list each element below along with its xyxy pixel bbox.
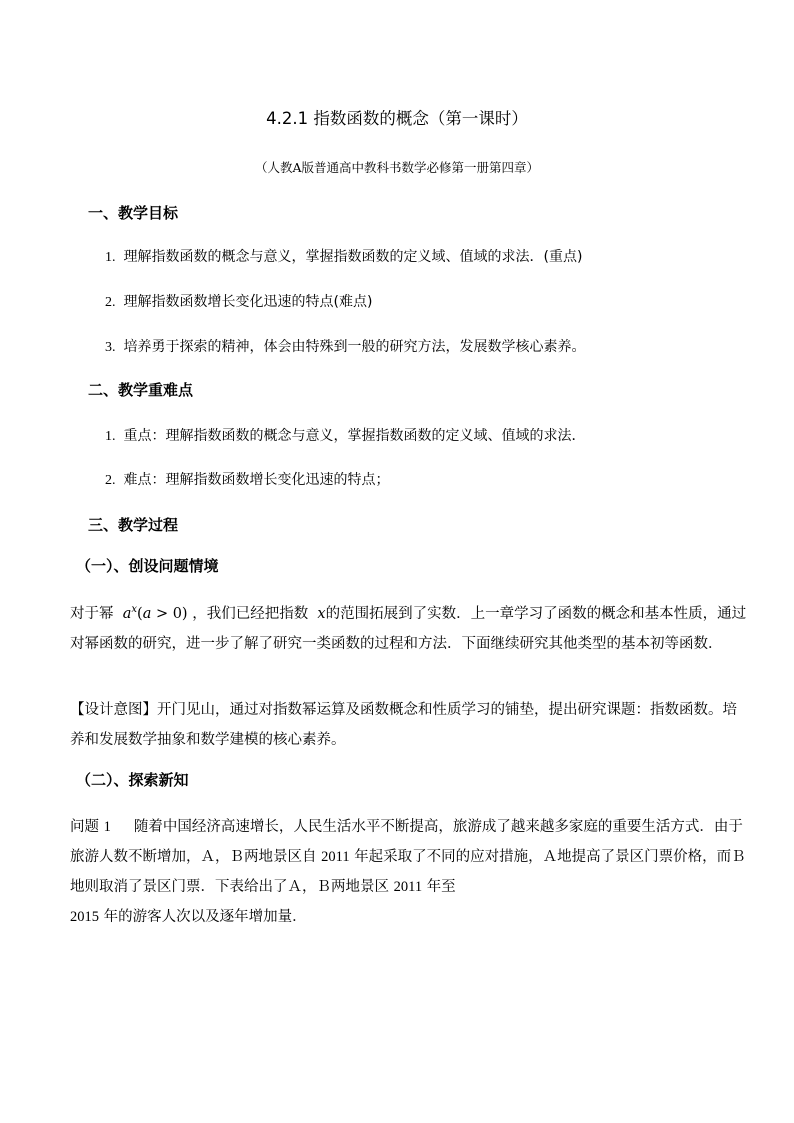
page-subtitle: （人教A版普通高中教科书数学必修第一册第四章） — [254, 160, 540, 175]
section-heading-process: 三、教学过程 — [88, 516, 179, 534]
section-heading-objectives: 一、教学目标 — [88, 204, 179, 222]
subsection-heading-scenario: （一）、创设问题情境 — [76, 557, 219, 575]
item-text: 难点：理解指数函数增长变化迅速的特点； — [123, 472, 390, 488]
item-number: 3. — [105, 340, 116, 355]
item-text: 理解指数函数的概念与意义，掌握指数函数的定义域、值域的求法．(重点) — [123, 249, 583, 265]
problem-paragraph: 问题 1 随着中国经济高速增长，人民生活水平不断提高，旅游成了越来越多家庭的重要生活方式．由于旅游人数不断增加，Ａ，Ｂ两地景区自 2011 年起采取了不同的应对措施，Ａ地提高了景区门票价格，而Ｂ地则取消了景区门票．下表给出了Ａ，Ｂ两地景区 2011 年至 2015 年的游客人次以及逐年增加量． — [70, 819, 746, 925]
design-intent-paragraph: 【设计意图】开门见山，通过对指数幂运算及函数概念和性质学习的铺垫，提出研究课题：指数函数。培养和发展数学抽象和数学建模的核心素养。 — [70, 702, 737, 748]
item-text: 培养勇于探索的精神，体会由特殊到一般的研究方法，发展数学核心素养。 — [123, 339, 586, 355]
item-number: 2. — [105, 473, 116, 488]
section-heading-key-points: 二、教学重难点 — [88, 381, 194, 399]
objective-item — [105, 291, 372, 311]
objective-item — [105, 246, 582, 266]
item-text: 理解指数函数增长变化迅速的特点(难点) — [123, 294, 373, 310]
key-point-item — [105, 425, 586, 445]
subsection-heading-explore: （二）、探索新知 — [76, 771, 189, 789]
page-title: 4.2.1 指数函数的概念（第一课时） — [266, 109, 528, 128]
item-number: 1. — [105, 429, 116, 444]
item-number: 1. — [105, 250, 116, 265]
intro-paragraph: 对于幂 $a^x(a > 0)$ ，我们已经把指数 x的范围拓展到了实数．上一章学习了函数的概念和基本性质，通过对幂函数的研究，进一步了解了研究一类函数的过程和方法．下面继续研究其他类型的基本初等函数． — [70, 604, 747, 652]
key-point-item — [105, 469, 390, 489]
objective-item — [105, 336, 586, 356]
item-text: 重点：理解指数函数的概念与意义，掌握指数函数的定义域、值域的求法． — [123, 428, 586, 444]
item-number: 2. — [105, 295, 116, 310]
